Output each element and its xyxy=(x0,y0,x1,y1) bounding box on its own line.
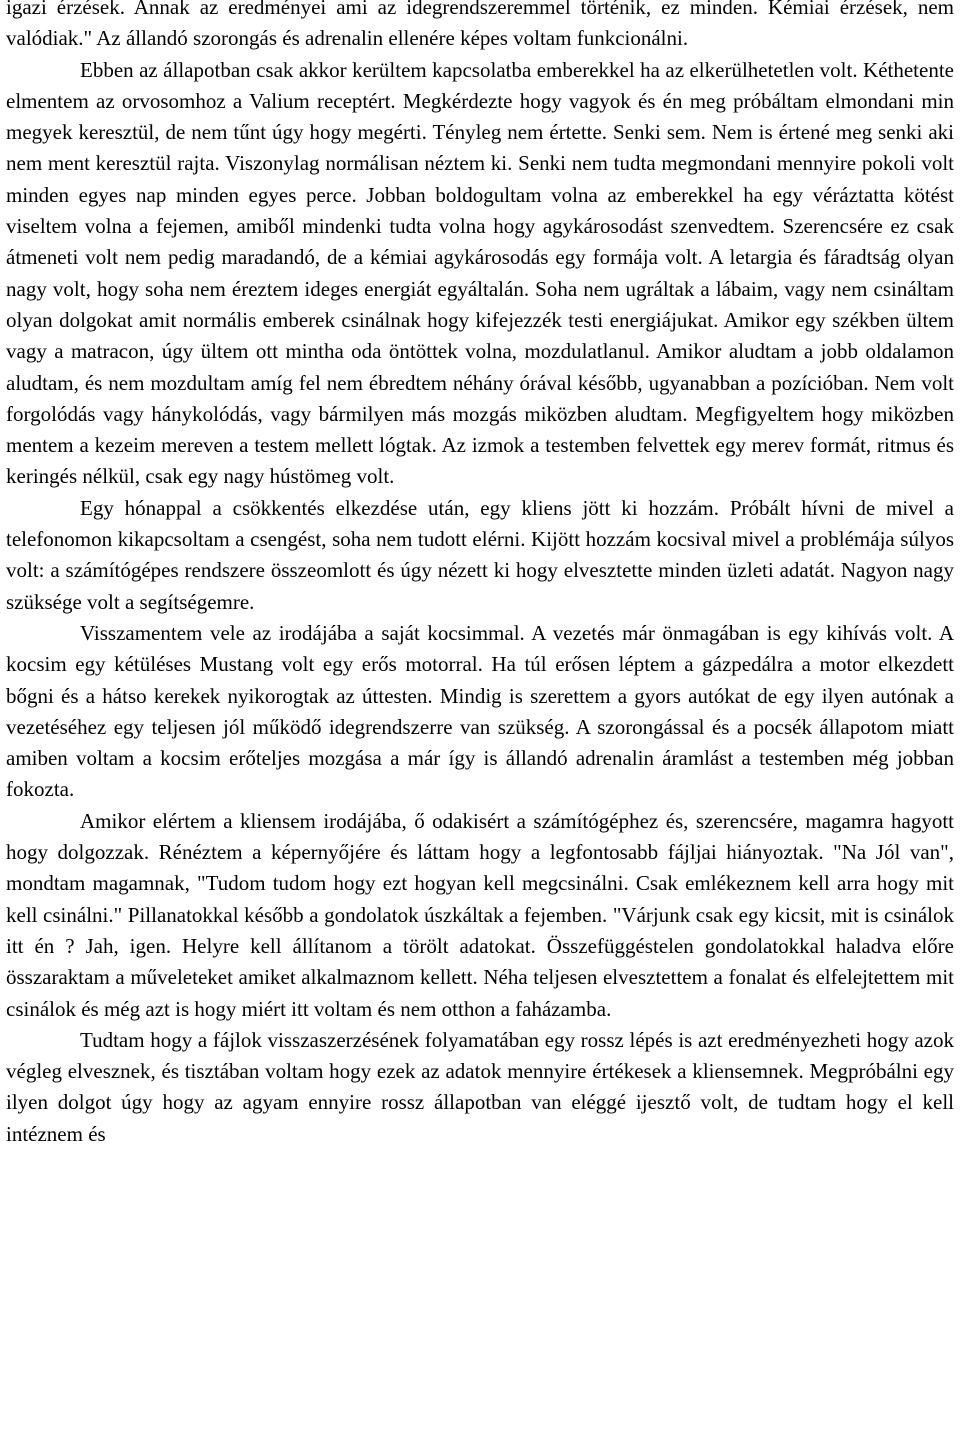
paragraph-3: Egy hónappal a csökkentés elkezdése után, egy kliens jött ki hozzám. Próbált hívni de mivel a telefonomon kikapcsoltam a csengést, soha nem tudott elérni. Kijött hozzám kocsival mivel a problémája súlyos volt: a számítógépes rendszere összeomlott és úgy nézett ki hogy elvesztette minden üzleti adatát. Nagyon nagy szüksége volt a segítségemre. xyxy=(6,495,954,614)
paragraph-6: Tudtam hogy a fájlok visszaszerzésének folyamatában egy rossz lépés is azt eredményezheti hogy azok végleg elvesznek, és tisztában voltam hogy ezek az adatok mennyire értékesek a kliensemnek. Megpróbálni egy ilyen dolgot úgy hogy az agyam ennyire rossz állapotban van eléggé ijesztő volt, de tudtam hogy el kell intéznem és xyxy=(6,1027,954,1146)
paragraph-1: igazi érzések. Annak az eredményei ami az idegrendszeremmel történik, ez minden. Kémiai érzések, nem valódiak." Az állandó szorongás és adrenalin ellenére képes voltam funkcionálni. xyxy=(6,0,954,51)
paragraph-4: Visszamentem vele az irodájába a saját kocsimmal. A vezetés már önmagában is egy kihívás volt. A kocsim egy kétüléses Mustang volt egy erős motorral. Ha túl erősen léptem a gázpedálra a motor elkezdett bőgni és a hátso kerekek nyikorogtak az úttesten. Mindig is szerettem a gyors autókat de egy ilyen autónak a vezetéséhez egy teljesen jól működő idegrendszerre van szükség. A szorongással és a pocsék állapotom miatt amiben voltam a kocsim erőteljes mozgása a már így is állandó adrenalin áramlást a testemben még jobban fokozta. xyxy=(6,620,954,802)
paragraph-2: Ebben az állapotban csak akkor kerültem kapcsolatba emberekkel ha az elkerülhetetlen volt. Kéthetente elmentem az orvosomhoz a Valium receptért. Megkérdezte hogy vagyok és én meg próbáltam elmondani min megyek keresztül, de nem tűnt úgy hogy megérti. Tényleg nem értette. Senki sem. Nem is értené meg senki aki nem ment keresztül rajta. Viszonylag normálisan néztem ki. Senki nem tudta megmondani mennyire pokoli volt minden egyes nap minden egyes perce. Jobban boldogultam volna az emberekkel ha egy véráztatta kötést viseltem volna a fejemen, amiből mindenki tudta volna hogy agykárosodást szenvedtem. Szerencsére ez csak átmeneti volt nem pedig maradandó, de a kémiai agykárosodás egy formája volt. A letargia és fáradtság olyan nagy volt, hogy soha nem éreztem ideges energiát egyáltalán. Soha nem ugráltak a lábaim, vagy nem csináltam olyan dolgokat amit normális emberek csinálnak hogy kifejezzék testi energiájukat. Amikor egy székben ültem vagy a matracon, úgy ültem ott mintha oda öntöttek volna, mozdulatlanul. Amikor aludtam a jobb oldalamon aludtam, és nem mozdultam amíg fel nem ébredtem néhány órával később, ugyanabban a pozícióban. Nem volt forgolódás vagy hánykolódás, vagy bármilyen más mozgás miközben aludtam. Megfigyeltem hogy miközben mentem a kezeim mereven a testem mellett lógtak. Az izmok a testemben felvettek egy merev formát, ritmus és keringés nélkül, csak egy nagy hústömeg volt. xyxy=(6,57,954,489)
paragraph-5: Amikor elértem a kliensem irodájába, ő odakisért a számítógéphez és, szerencsére, magamra hagyott hogy dolgozzak. Rénéztem a képernyőjére és láttam hogy a legfontosabb fájljai hiányoztak. "Na Jól van", mondtam magamnak, "Tudom tudom hogy ezt hogyan kell megcsinálni. Csak emlékeznem kell arra hogy mit kell csinálni." Pillanatokkal később a gondolatok úszkáltak a fejemben. "Várjunk csak egy kicsit, mit is csinálok itt én ? Jah, igen. Helyre kell állítanom a törölt adatokat. Összefüggéstelen gondolatokkal haladva előre összaraktam a műveleteket amiket alkalmaznom kellett. Néha teljesen elvesztettem a fonalat és elfelejtettem mit csinálok és még azt is hogy miért itt voltam és nem otthon a faházamba. xyxy=(6,808,954,1021)
document-page xyxy=(6,0,954,1150)
